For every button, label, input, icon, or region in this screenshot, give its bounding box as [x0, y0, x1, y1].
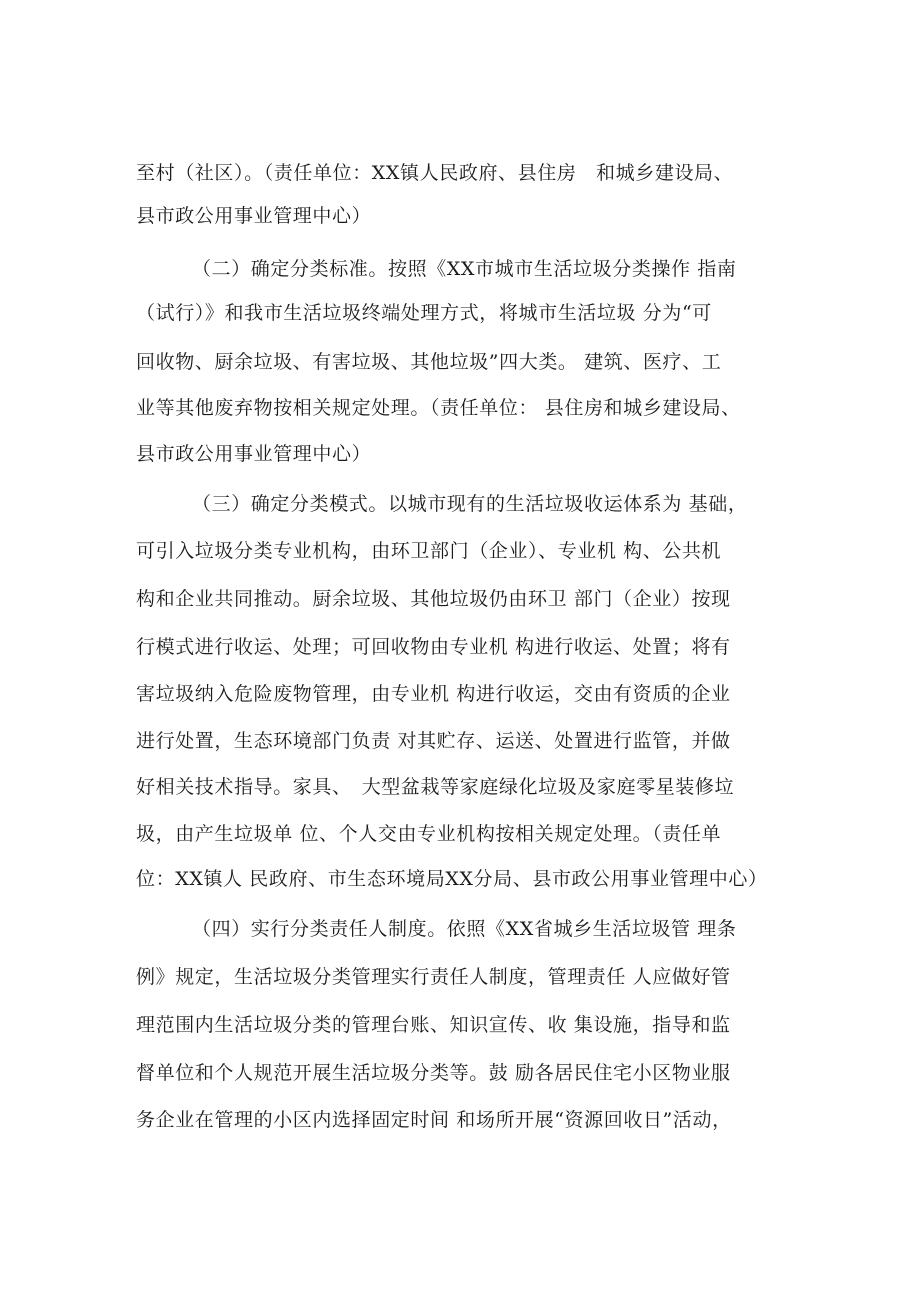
text-line-12: 害垃圾纳入危险废物管理，由专业机 构进行收运，交由有资质的企业	[136, 683, 731, 705]
text-line-18: 例》规定，生活垃圾分类管理实行责任人制度，管理责任 人应做好管	[136, 966, 731, 988]
text-line-13: 进行处置，生态环境部门负责 对其贮存、运送、处置进行监管，并做	[136, 730, 731, 752]
text-line-16: 位：XX镇人 民政府、市生态环境局XX分局、县市政公用事业管理中心）	[136, 868, 768, 890]
text-line-10: 构和企业共同推动。厨余垃圾、其他垃圾仍由环卫 部门（企业）按现	[136, 588, 731, 610]
text-line-9: 可引入垃圾分类专业机构，由环卫部门（企业）、专业机 构、公共机	[136, 540, 722, 562]
text-line-11: 行模式进行收运、处理；可回收物由专业机 构进行收运、处置；将有	[136, 636, 731, 658]
paragraph-3-heading-line: （三）确定分类模式。以城市现有的生活垃圾收运体系为 基础，	[192, 493, 748, 515]
paragraph-2-heading-line: （二）确定分类标准。按照《XX市城市生活垃圾分类操作 指南	[192, 258, 737, 280]
text-line-19: 理范围内生活垃圾分类的管理台账、知识宣传、收 集设施，指导和监	[136, 1014, 731, 1036]
text-line-2: 县市政公用事业管理中心）	[136, 205, 372, 227]
text-line-14: 好相关技术指导。家具、 大型盆栽等家庭绿化垃圾及家庭零星装修垃	[136, 776, 735, 798]
text-line-4: （试行）》和我市生活垃圾终端处理方式，将城市生活垃圾 分为“可	[136, 302, 712, 324]
text-line-20: 督单位和个人规范开展生活垃圾分类等。鼓 励各居民住宅小区物业服	[136, 1062, 731, 1084]
paragraph-4-heading-line: （四）实行分类责任人制度。依照《XX省城乡生活垃圾管 理条	[192, 918, 737, 940]
text-line-7: 县市政公用事业管理中心）	[136, 443, 372, 465]
text-line-5: 回收物、厨余垃圾、有害垃圾、其他垃圾”四大类。 建筑、医疗、工	[136, 351, 722, 373]
text-line-15: 圾，由产生垃圾单 位、个人交由专业机构按相关规定处理。（责任单	[136, 823, 722, 845]
text-line-6: 业等其他废弃物按相关规定处理。（责任单位： 县住房和城乡建设局、	[136, 397, 741, 419]
text-line-1: 至村（社区）。（责任单位：XX镇人民政府、县住房 和城乡建设局、	[136, 162, 734, 184]
text-line-21: 务企业在管理的小区内选择固定时间 和场所开展“资源回收日”活动，	[136, 1109, 732, 1131]
